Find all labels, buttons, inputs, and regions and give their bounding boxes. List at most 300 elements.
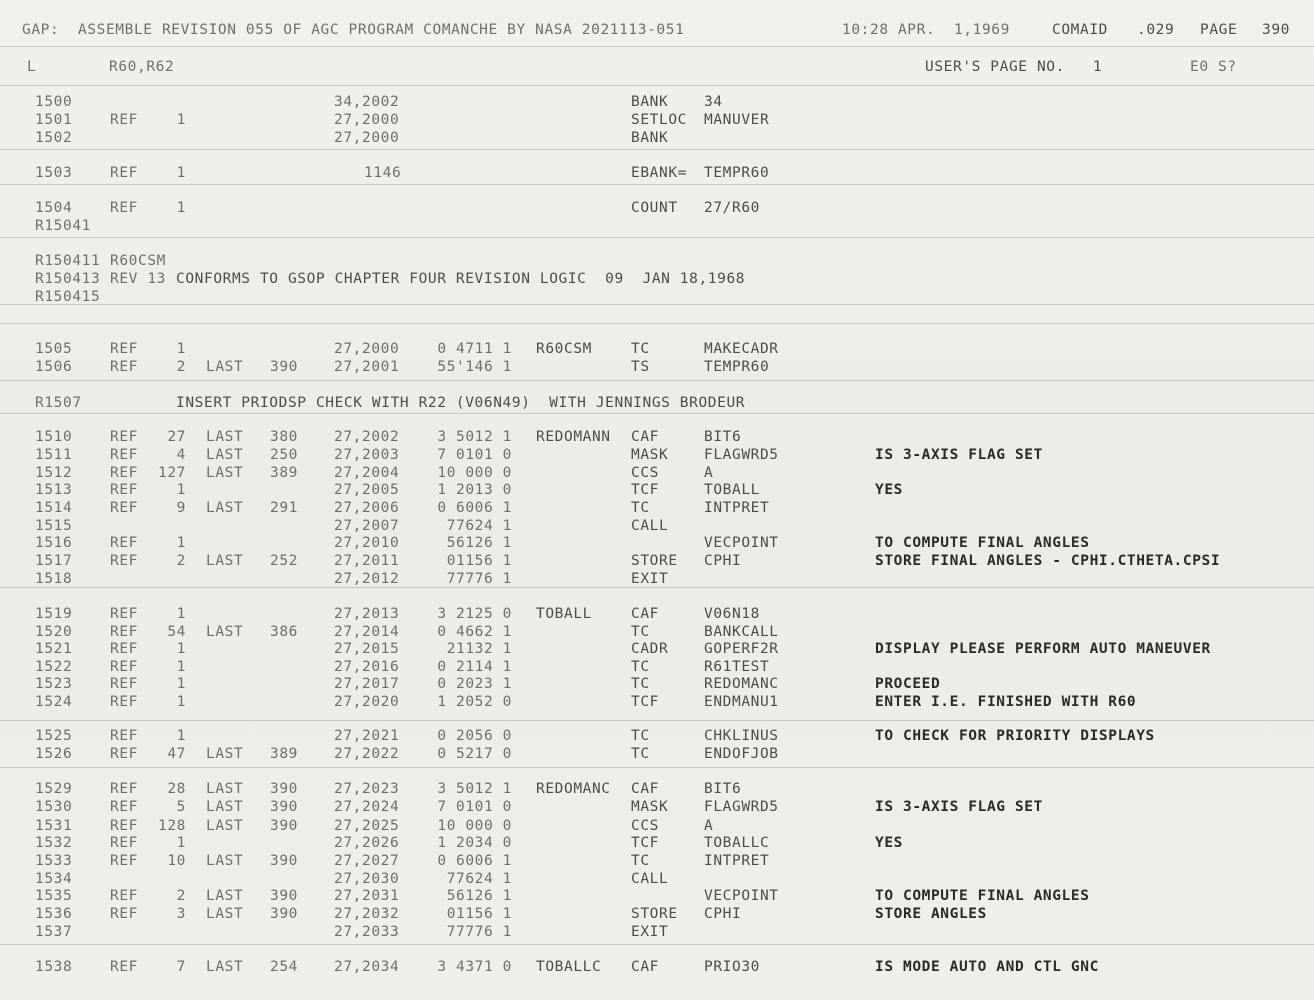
ref-count: 1 xyxy=(176,482,186,498)
ref-marker: REF xyxy=(110,465,138,481)
address: 27,2033 xyxy=(334,924,400,940)
opcode: TCF xyxy=(631,482,659,498)
operand: INTPRET xyxy=(704,853,770,869)
octal-code: 01156 1 xyxy=(446,906,512,922)
last-page: 390 xyxy=(270,888,298,904)
opcode: TC xyxy=(631,500,650,516)
address: 27,2014 xyxy=(334,624,400,640)
listing-line xyxy=(0,534,1314,552)
address: 27,2005 xyxy=(334,482,400,498)
operand: PRIO30 xyxy=(704,959,760,975)
line-number: 1534 xyxy=(35,871,73,887)
line-number: 1537 xyxy=(35,924,73,940)
address: 1146 xyxy=(364,165,402,181)
listing-line xyxy=(0,464,1314,482)
operand: TOBALL xyxy=(704,482,760,498)
opcode: TC xyxy=(631,624,650,640)
last-marker: LAST xyxy=(206,359,244,375)
ref-marker: REV 13 xyxy=(110,271,166,287)
remark-text: CONFORMS TO GSOP CHAPTER FOUR REVISION LOGIC 09 JAN 18,1968 xyxy=(176,271,746,287)
octal-code: 77776 1 xyxy=(446,924,512,940)
operand: VECPOINT xyxy=(704,535,779,551)
line-number: 1513 xyxy=(35,482,73,498)
ref-count: 1 xyxy=(176,835,186,851)
line-number: 1516 xyxy=(35,535,73,551)
ref-marker: REF xyxy=(110,853,138,869)
operand: FLAGWRD5 xyxy=(704,447,779,463)
ref-marker: REF xyxy=(110,341,138,357)
label: REDOMANC xyxy=(536,781,611,797)
last-marker: LAST xyxy=(206,799,244,815)
paper-rule xyxy=(0,149,1314,150)
opcode: CADR xyxy=(631,641,669,657)
ref-count: 2 xyxy=(176,553,186,569)
listing-line xyxy=(0,958,1314,976)
listing-line xyxy=(0,288,1314,306)
line-number: 1533 xyxy=(35,853,73,869)
address: 27,2030 xyxy=(334,871,400,887)
listing-line xyxy=(0,164,1314,182)
ref-count: 9 xyxy=(176,500,186,516)
line-number: 1538 xyxy=(35,959,73,975)
line-number: 1511 xyxy=(35,447,73,463)
line-number: 1535 xyxy=(35,888,73,904)
last-marker: LAST xyxy=(206,781,244,797)
opcode: CAF xyxy=(631,429,659,445)
line-number: 1506 xyxy=(35,359,73,375)
octal-code: 1 2052 0 xyxy=(437,694,512,710)
address: 27,2031 xyxy=(334,888,400,904)
ref-count: 1 xyxy=(176,728,186,744)
line-number: 1521 xyxy=(35,641,73,657)
last-page: 254 xyxy=(270,959,298,975)
ref-marker: REF xyxy=(110,959,138,975)
comment: DISPLAY PLEASE PERFORM AUTO MANEUVER xyxy=(875,641,1211,657)
ref-marker: R60CSM xyxy=(110,253,166,269)
opcode: STORE xyxy=(631,553,678,569)
subheader-line xyxy=(0,58,1314,76)
opcode: CALL xyxy=(631,518,669,534)
opcode: TCF xyxy=(631,694,659,710)
operand: ENDOFJOB xyxy=(704,746,779,762)
ref-count: 1 xyxy=(176,694,186,710)
line-number: 1532 xyxy=(35,835,73,851)
operand: VECPOINT xyxy=(704,888,779,904)
ref-marker: REF xyxy=(110,781,138,797)
octal-code: 0 2023 1 xyxy=(437,676,512,692)
ref-marker: REF xyxy=(110,835,138,851)
opcode: CAF xyxy=(631,781,659,797)
operand: MAKECADR xyxy=(704,341,779,357)
operand: CPHI xyxy=(704,553,742,569)
address: 27,2012 xyxy=(334,571,400,587)
paper-rule xyxy=(0,184,1314,185)
remark-text: INSERT PRIODSP CHECK WITH R22 (V06N49) WITH JENNINGS BRODEUR xyxy=(176,395,746,411)
last-page: 390 xyxy=(270,818,298,834)
operand: FLAGWRD5 xyxy=(704,799,779,815)
line-number: 1520 xyxy=(35,624,73,640)
last-marker: LAST xyxy=(206,447,244,463)
operand: GOPERF2R xyxy=(704,641,779,657)
line-number: 1518 xyxy=(35,571,73,587)
ref-marker: REF xyxy=(110,659,138,675)
opcode: CALL xyxy=(631,871,669,887)
last-page: 386 xyxy=(270,624,298,640)
listing-line xyxy=(0,640,1314,658)
comment: YES xyxy=(875,482,903,498)
line-number: 1531 xyxy=(35,818,73,834)
label: TOBALL xyxy=(536,606,592,622)
octal-code: 0 5217 0 xyxy=(437,746,512,762)
line-number: 1505 xyxy=(35,341,73,357)
last-marker: LAST xyxy=(206,818,244,834)
line-number: 1501 xyxy=(35,112,73,128)
address: 27,2016 xyxy=(334,659,400,675)
address: 27,2015 xyxy=(334,641,400,657)
ref-marker: REF xyxy=(110,535,138,551)
opcode: CAF xyxy=(631,606,659,622)
octal-code: 3 4371 0 xyxy=(437,959,512,975)
ref-count: 3 xyxy=(176,906,186,922)
last-page: 390 xyxy=(270,781,298,797)
line-number: R15041 xyxy=(35,218,91,234)
comment: STORE ANGLES xyxy=(875,906,987,922)
operand: R61TEST xyxy=(704,659,770,675)
address: 27,2000 xyxy=(334,112,400,128)
ref-marker: REF xyxy=(110,112,138,128)
listing-line xyxy=(0,658,1314,676)
paper-rule xyxy=(0,380,1314,381)
address: 27,2013 xyxy=(334,606,400,622)
ref-count: 1 xyxy=(176,606,186,622)
listing-line xyxy=(0,798,1314,816)
ref-marker: REF xyxy=(110,500,138,516)
address: 27,2002 xyxy=(334,429,400,445)
last-page: 390 xyxy=(270,906,298,922)
listing-line xyxy=(0,923,1314,941)
last-page: 390 xyxy=(270,359,298,375)
address: 34,2002 xyxy=(334,94,400,110)
last-marker: LAST xyxy=(206,906,244,922)
octal-code: 10 000 0 xyxy=(437,818,512,834)
line-number: 1515 xyxy=(35,518,73,534)
opcode: TC xyxy=(631,746,650,762)
last-page: 390 xyxy=(270,853,298,869)
ref-count: 1 xyxy=(176,341,186,357)
listing-line xyxy=(0,887,1314,905)
header-page-label: PAGE xyxy=(1200,22,1238,38)
ref-count: 4 xyxy=(176,447,186,463)
comment: TO CHECK FOR PRIORITY DISPLAYS xyxy=(875,728,1155,744)
ref-count: 10 xyxy=(167,853,186,869)
ref-count: 1 xyxy=(176,165,186,181)
operand: BANKCALL xyxy=(704,624,779,640)
ref-marker: REF xyxy=(110,482,138,498)
listing-line xyxy=(0,199,1314,217)
line-number: 1529 xyxy=(35,781,73,797)
ref-marker: REF xyxy=(110,818,138,834)
address: 27,2003 xyxy=(334,447,400,463)
address: 27,2017 xyxy=(334,676,400,692)
listing-line xyxy=(0,852,1314,870)
ref-marker: REF xyxy=(110,694,138,710)
operand: A xyxy=(704,818,714,834)
listing-line xyxy=(0,217,1314,235)
operand: CHKLINUS xyxy=(704,728,779,744)
line-number: R150411 xyxy=(35,253,101,269)
header-page-number: 390 xyxy=(1262,22,1290,38)
octal-code: 3 2125 0 xyxy=(437,606,512,622)
ref-count: 1 xyxy=(176,676,186,692)
octal-code: 7 0101 0 xyxy=(437,799,512,815)
ref-marker: REF xyxy=(110,624,138,640)
address: 27,2007 xyxy=(334,518,400,534)
last-marker: LAST xyxy=(206,429,244,445)
ref-marker: REF xyxy=(110,746,138,762)
octal-code: 56126 1 xyxy=(446,888,512,904)
operand: TOBALLC xyxy=(704,835,770,851)
header-line xyxy=(0,21,1314,39)
opcode: TC xyxy=(631,659,650,675)
opcode: TC xyxy=(631,341,650,357)
address: 27,2000 xyxy=(334,130,400,146)
opcode: BANK xyxy=(631,130,669,146)
operand: 27/R60 xyxy=(704,200,760,216)
listing-line xyxy=(0,693,1314,711)
opcode: TCF xyxy=(631,835,659,851)
comment: TO COMPUTE FINAL ANGLES xyxy=(875,888,1090,904)
opcode: TS xyxy=(631,359,650,375)
last-page: 389 xyxy=(270,465,298,481)
last-page: 250 xyxy=(270,447,298,463)
octal-code: 7 0101 0 xyxy=(437,447,512,463)
ref-count: 128 xyxy=(158,818,186,834)
line-number: 1519 xyxy=(35,606,73,622)
paper-rule xyxy=(0,85,1314,86)
octal-code: 77624 1 xyxy=(446,871,512,887)
line-number: 1524 xyxy=(35,694,73,710)
last-page: 389 xyxy=(270,746,298,762)
address: 27,2032 xyxy=(334,906,400,922)
ref-count: 2 xyxy=(176,359,186,375)
opcode: EBANK= xyxy=(631,165,687,181)
address: 27,2024 xyxy=(334,799,400,815)
octal-code: 3 5012 1 xyxy=(437,429,512,445)
paper-rule xyxy=(0,413,1314,414)
listing-line xyxy=(0,340,1314,358)
operand: V06N18 xyxy=(704,606,760,622)
operand: BIT6 xyxy=(704,429,742,445)
line-number: 1530 xyxy=(35,799,73,815)
ref-count: 28 xyxy=(167,781,186,797)
paper-rule xyxy=(0,237,1314,238)
paper-rule xyxy=(0,323,1314,324)
octal-code: 10 000 0 xyxy=(437,465,512,481)
ref-count: 1 xyxy=(176,659,186,675)
ref-count: 54 xyxy=(167,624,186,640)
opcode: CCS xyxy=(631,818,659,834)
comment: STORE FINAL ANGLES - CPHI.CTHETA.CPSI xyxy=(875,553,1221,569)
address: 27,2027 xyxy=(334,853,400,869)
last-page: 390 xyxy=(270,799,298,815)
comment: ENTER I.E. FINISHED WITH R60 xyxy=(875,694,1137,710)
comment: YES xyxy=(875,835,903,851)
octal-code: 0 6006 1 xyxy=(437,500,512,516)
log-letter: L xyxy=(27,59,37,75)
listing-line xyxy=(0,745,1314,763)
listing-line xyxy=(0,570,1314,588)
ref-marker: REF xyxy=(110,165,138,181)
ref-count: 1 xyxy=(176,112,186,128)
address: 27,2021 xyxy=(334,728,400,744)
line-number: R1507 xyxy=(35,395,82,411)
listing-line xyxy=(0,623,1314,641)
label: TOBALLC xyxy=(536,959,602,975)
octal-code: 3 5012 1 xyxy=(437,781,512,797)
label: REDOMANN xyxy=(536,429,611,445)
address: 27,2000 xyxy=(334,341,400,357)
operand: INTPRET xyxy=(704,500,770,516)
label: R60CSM xyxy=(536,341,592,357)
listing-line xyxy=(0,111,1314,129)
line-number: 1525 xyxy=(35,728,73,744)
opcode: MASK xyxy=(631,447,669,463)
listing-line xyxy=(0,481,1314,499)
octal-code: 1 2034 0 xyxy=(437,835,512,851)
octal-code: 0 2114 1 xyxy=(437,659,512,675)
octal-code: 77624 1 xyxy=(446,518,512,534)
opcode: TC xyxy=(631,728,650,744)
octal-code: 01156 1 xyxy=(446,553,512,569)
line-number: 1512 xyxy=(35,465,73,481)
address: 27,2004 xyxy=(334,465,400,481)
listing-line xyxy=(0,605,1314,623)
listing-line xyxy=(0,517,1314,535)
last-marker: LAST xyxy=(206,959,244,975)
opcode: CAF xyxy=(631,959,659,975)
listing-line xyxy=(0,817,1314,835)
operand: TEMPR60 xyxy=(704,359,770,375)
octal-code: 55'146 1 xyxy=(437,359,512,375)
operand: MANUVER xyxy=(704,112,770,128)
comment: IS 3-AXIS FLAG SET xyxy=(875,799,1043,815)
ref-count: 5 xyxy=(176,799,186,815)
opcode: CCS xyxy=(631,465,659,481)
ref-marker: REF xyxy=(110,359,138,375)
operand: ENDMANU1 xyxy=(704,694,779,710)
line-number: 1536 xyxy=(35,906,73,922)
listing-line xyxy=(0,675,1314,693)
operand: BIT6 xyxy=(704,781,742,797)
opcode: STORE xyxy=(631,906,678,922)
last-marker: LAST xyxy=(206,500,244,516)
address: 27,2006 xyxy=(334,500,400,516)
ref-count: 127 xyxy=(158,465,186,481)
last-marker: LAST xyxy=(206,853,244,869)
line-number: 1526 xyxy=(35,746,73,762)
line-number: 1500 xyxy=(35,94,73,110)
listing-line xyxy=(0,129,1314,147)
line-number: 1517 xyxy=(35,553,73,569)
opcode: TC xyxy=(631,853,650,869)
ref-marker: REF xyxy=(110,200,138,216)
header-title: GAP: ASSEMBLE REVISION 055 OF AGC PROGRAM COMANCHE BY NASA 2021113-051 xyxy=(22,22,685,38)
ref-marker: REF xyxy=(110,676,138,692)
last-page: 252 xyxy=(270,553,298,569)
octal-code: 21132 1 xyxy=(446,641,512,657)
ref-marker: REF xyxy=(110,888,138,904)
opcode: COUNT xyxy=(631,200,678,216)
listing-line xyxy=(0,428,1314,446)
address: 27,2022 xyxy=(334,746,400,762)
ref-count: 1 xyxy=(176,535,186,551)
operand: TEMPR60 xyxy=(704,165,770,181)
operand: 34 xyxy=(704,94,723,110)
last-marker: LAST xyxy=(206,888,244,904)
line-number: 1523 xyxy=(35,676,73,692)
octal-code: 0 4711 1 xyxy=(437,341,512,357)
listing-line xyxy=(0,552,1314,570)
operand: REDOMANC xyxy=(704,676,779,692)
ref-count: 2 xyxy=(176,888,186,904)
opcode: BANK xyxy=(631,94,669,110)
header-comaid: COMAID xyxy=(1052,22,1108,38)
address: 27,2011 xyxy=(334,553,400,569)
comment: TO COMPUTE FINAL ANGLES xyxy=(875,535,1090,551)
ref-count: 7 xyxy=(176,959,186,975)
ref-marker: REF xyxy=(110,641,138,657)
comment: PROCEED xyxy=(875,676,941,692)
ref-marker: REF xyxy=(110,606,138,622)
listing-line xyxy=(0,394,1314,412)
line-number: R150415 xyxy=(35,289,101,305)
opcode: TC xyxy=(631,676,650,692)
octal-code: 56126 1 xyxy=(446,535,512,551)
paper-rule xyxy=(0,767,1314,768)
address: 27,2034 xyxy=(334,959,400,975)
listing-line xyxy=(0,93,1314,111)
operand: A xyxy=(704,465,714,481)
operand: CPHI xyxy=(704,906,742,922)
octal-code: 1 2013 0 xyxy=(437,482,512,498)
listing-line xyxy=(0,499,1314,517)
last-marker: LAST xyxy=(206,553,244,569)
address: 27,2023 xyxy=(334,781,400,797)
comment: IS MODE AUTO AND CTL GNC xyxy=(875,959,1099,975)
listing-line xyxy=(0,870,1314,888)
address: 27,2020 xyxy=(334,694,400,710)
address: 27,2010 xyxy=(334,535,400,551)
ref-marker: REF xyxy=(110,906,138,922)
listing-line xyxy=(0,905,1314,923)
line-number: 1502 xyxy=(35,130,73,146)
ref-marker: REF xyxy=(110,553,138,569)
ref-count: 1 xyxy=(176,641,186,657)
octal-code: 0 4662 1 xyxy=(437,624,512,640)
octal-code: 77776 1 xyxy=(446,571,512,587)
line-number: R150413 xyxy=(35,271,101,287)
last-page: 291 xyxy=(270,500,298,516)
ref-marker: REF xyxy=(110,799,138,815)
opcode: EXIT xyxy=(631,924,669,940)
last-marker: LAST xyxy=(206,746,244,762)
last-marker: LAST xyxy=(206,465,244,481)
listing-line xyxy=(0,780,1314,798)
paper-rule xyxy=(0,944,1314,945)
routine-names: R60,R62 xyxy=(109,59,175,75)
line-number: 1510 xyxy=(35,429,73,445)
listing-line xyxy=(0,834,1314,852)
